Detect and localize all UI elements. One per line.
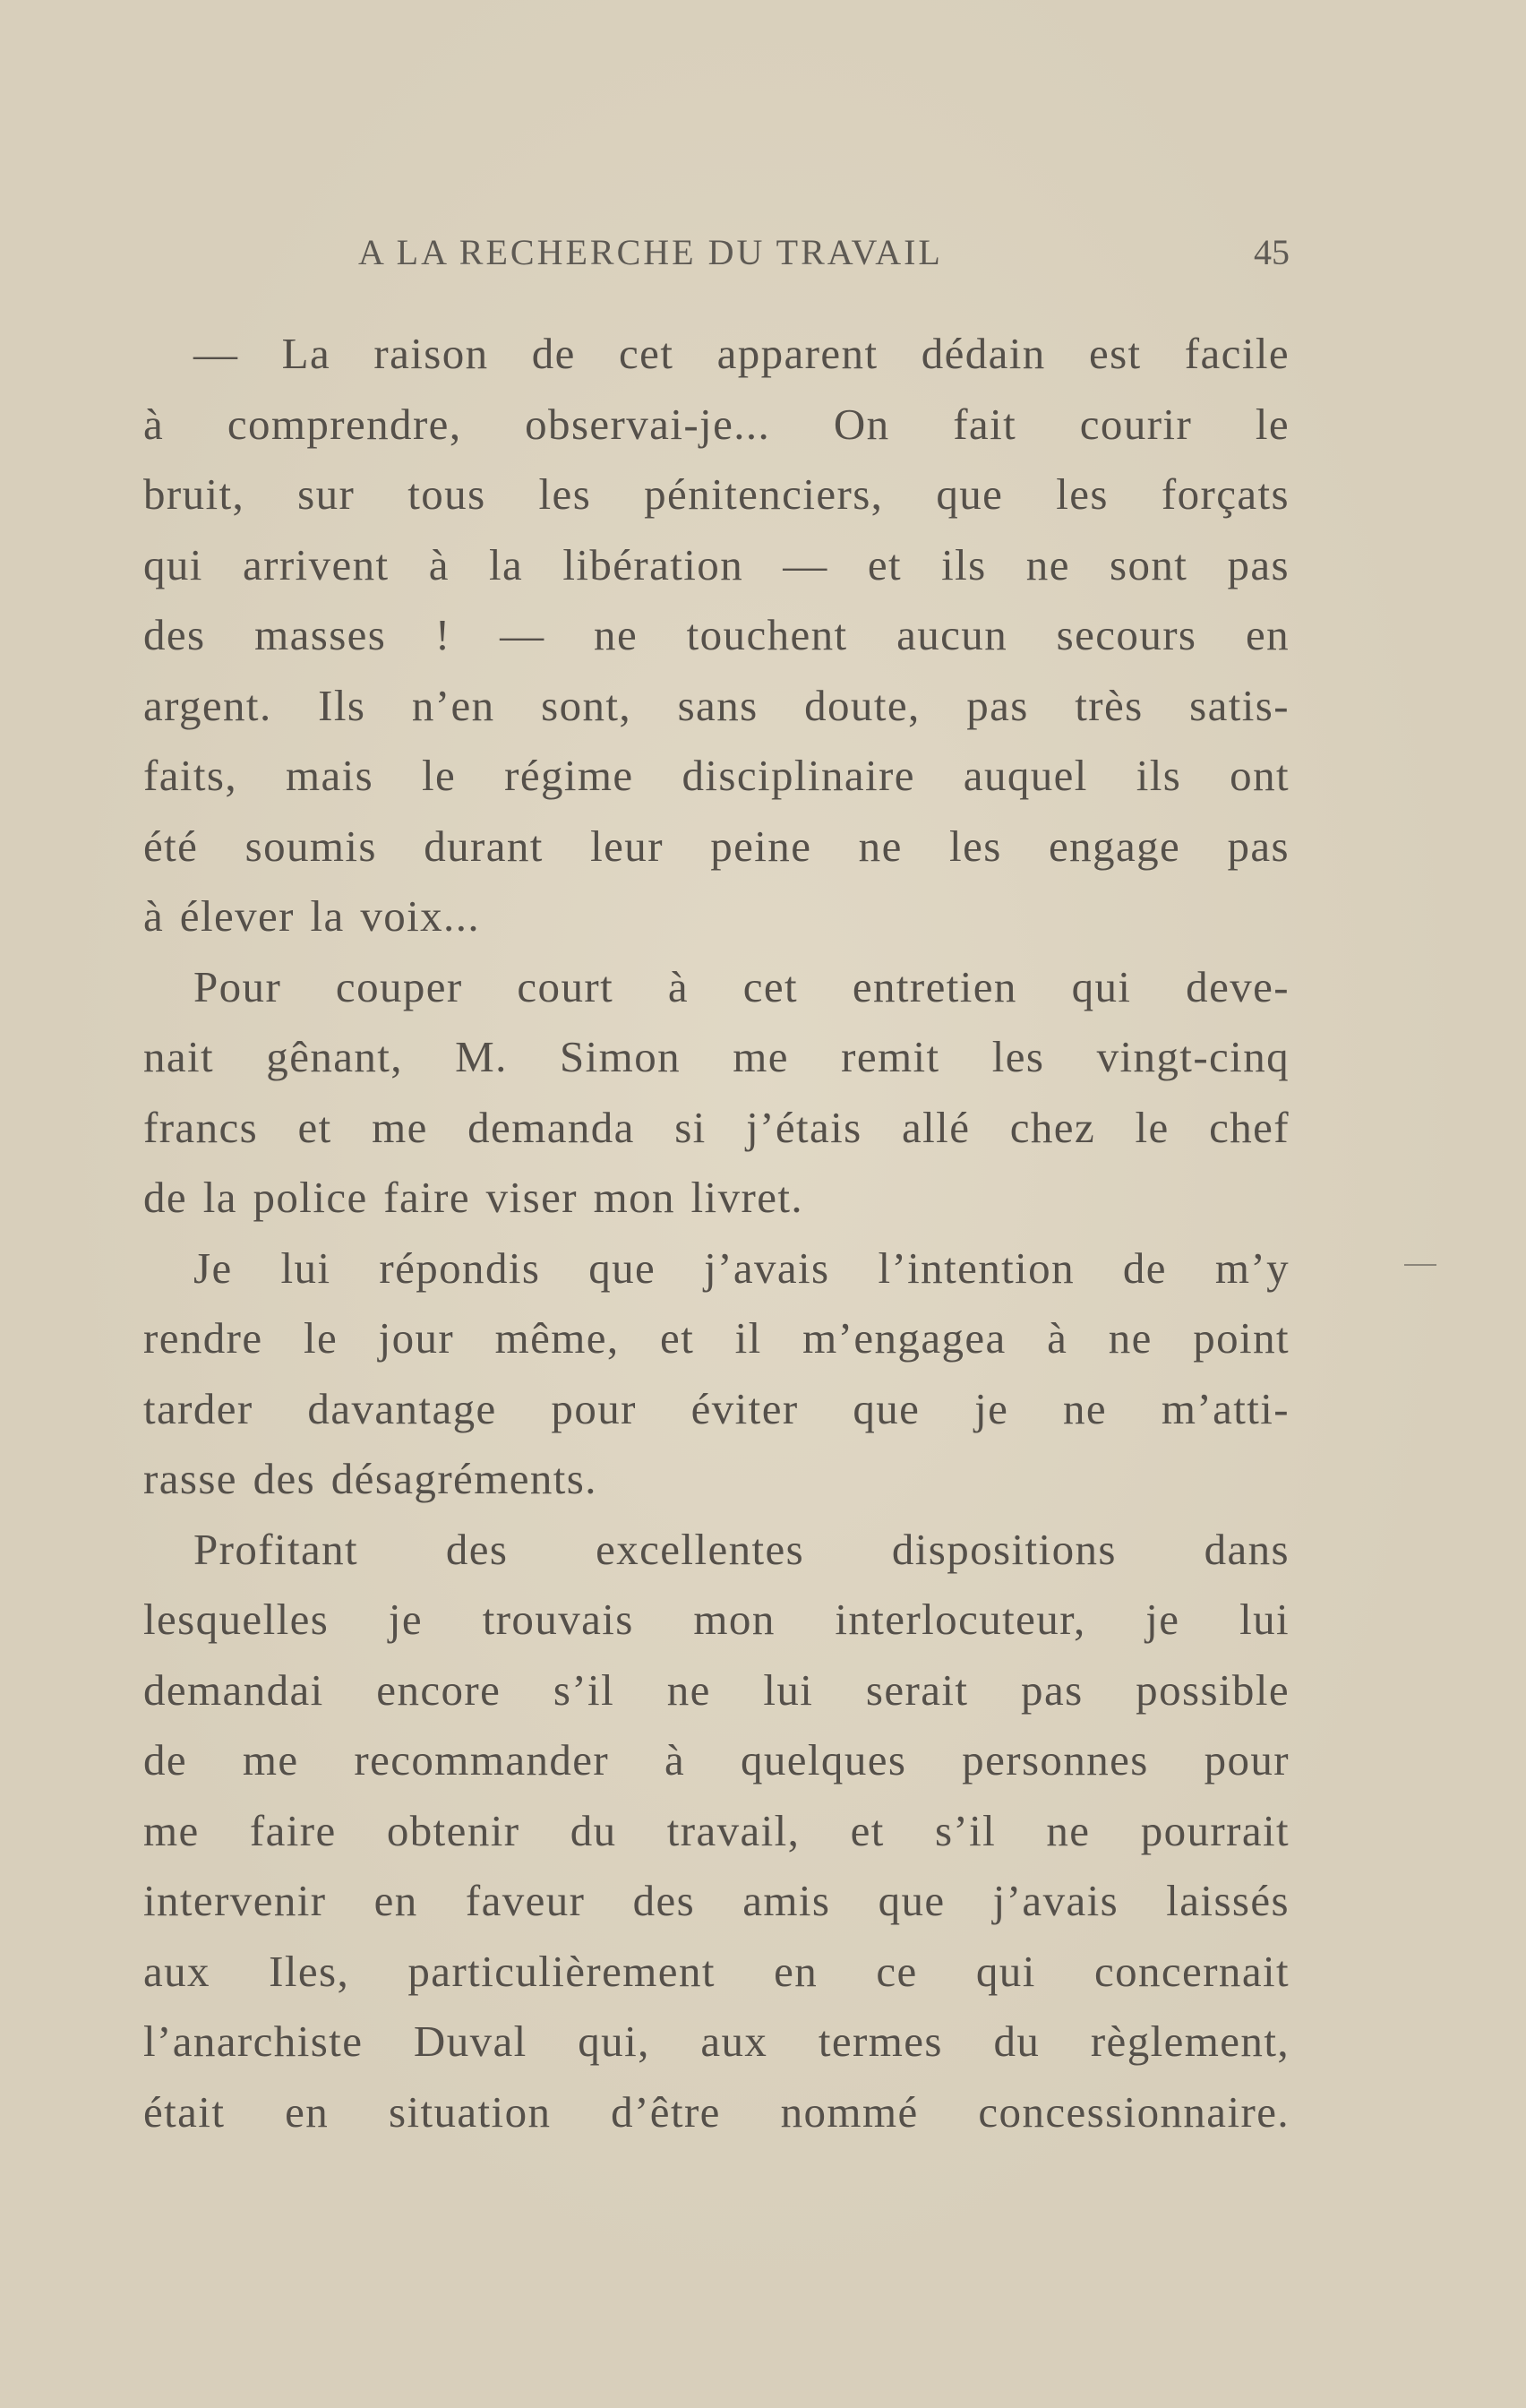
text-line: Je lui répondis que j’avais l’intention de m’y bbox=[193, 1243, 1290, 1293]
text-line: l’anarchiste Duval qui, aux termes du règlement, bbox=[143, 2017, 1290, 2066]
running-head bbox=[358, 231, 1290, 276]
running-title: A LA RECHERCHE DU TRAVAIL bbox=[358, 232, 943, 272]
margin-mark bbox=[1404, 1264, 1436, 1266]
page-number: 45 bbox=[1254, 232, 1290, 272]
text-line: Profitant des excellentes dispositions dans bbox=[193, 1524, 1290, 1574]
text-line: qui arrivent à la libération — et ils ne sont pas bbox=[143, 539, 1290, 589]
text-line: francs et me demanda si j’étais allé chez le chef bbox=[143, 1102, 1290, 1152]
text-line: à comprendre, observai-je... On fait courir le bbox=[143, 399, 1290, 449]
text-line: demandai encore s’il ne lui serait pas possible bbox=[143, 1664, 1290, 1715]
text-line: aux Iles, particulièrement en ce qui concernait bbox=[143, 1946, 1290, 1996]
text-line: des masses ! — ne touchent aucun secours en bbox=[143, 610, 1290, 659]
text-line: de me recommander à quelques personnes pour bbox=[143, 1735, 1290, 1784]
text-line: rendre le jour même, et il m’engagea à ne point bbox=[143, 1313, 1290, 1363]
text-line: me faire obtenir du travail, et s’il ne pourrait bbox=[143, 1805, 1290, 1855]
text-line: était en situation d’être nommé concessionnaire. bbox=[143, 2086, 1290, 2137]
text-line: rasse des désagréments. bbox=[143, 1454, 597, 1503]
text-line: à élever la voix... bbox=[143, 891, 481, 941]
text-line: argent. Ils n’en sont, sans doute, pas très satis- bbox=[143, 680, 1290, 730]
text-line: intervenir en faveur des amis que j’avais laissés bbox=[143, 1876, 1290, 1925]
text-line: lesquelles je trouvais mon interlocuteur, je lui bbox=[143, 1595, 1290, 1644]
text-line: faits, mais le régime disciplinaire auquel ils ont bbox=[143, 751, 1290, 800]
text-line: de la police faire viser mon livret. bbox=[143, 1173, 804, 1222]
text-line: tarder davantage pour éviter que je ne m’atti- bbox=[143, 1383, 1290, 1433]
text-line: Pour couper court à cet entretien qui deve- bbox=[193, 961, 1290, 1011]
text-line: nait gênant, M. Simon me remit les vingt-cinq bbox=[143, 1032, 1290, 1081]
body-text bbox=[143, 319, 1290, 2147]
text-line: bruit, sur tous les pénitenciers, que les forçats bbox=[143, 469, 1290, 519]
text-line: été soumis durant leur peine ne les engage pas bbox=[143, 821, 1290, 871]
text-line: — La raison de cet apparent dédain est facile bbox=[193, 329, 1290, 378]
